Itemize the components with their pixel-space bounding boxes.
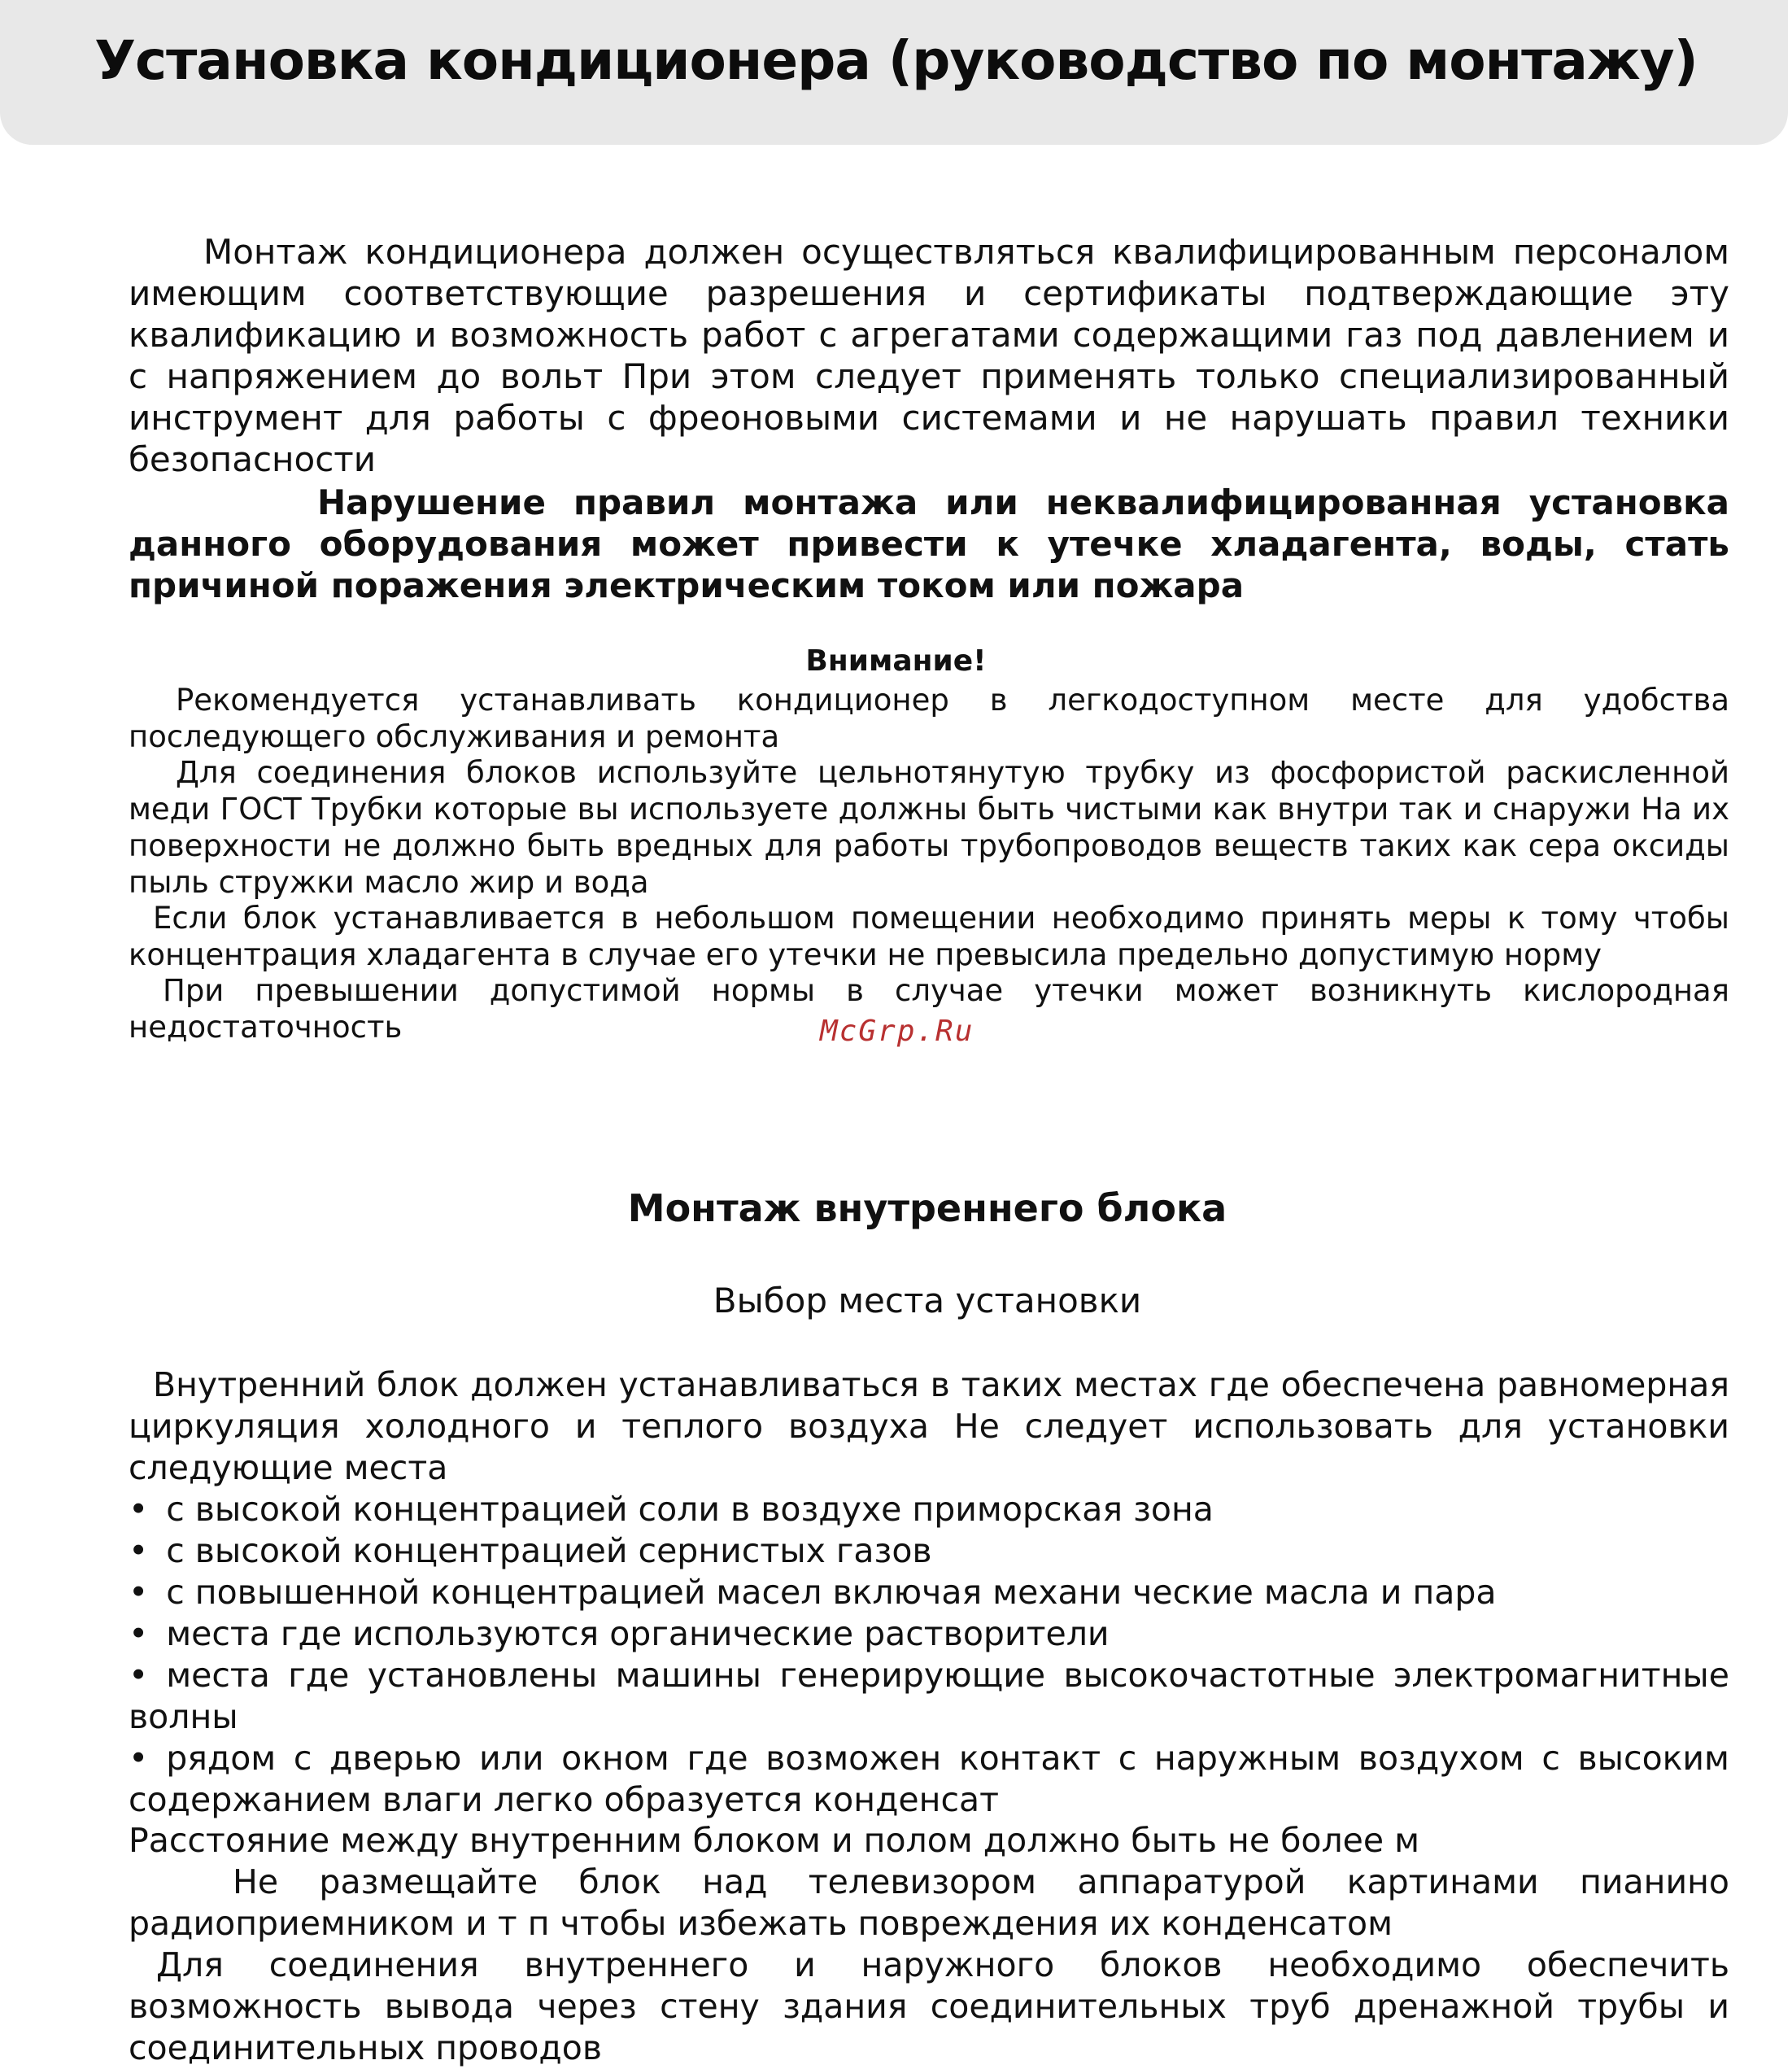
- list-item-text: рядом с дверью или окном где возможен контакт с наружным воздухом с высоким содержанием влаги легко образуется конденсат: [129, 1739, 1729, 1819]
- attention-heading: Внимание!: [805, 644, 987, 678]
- attention-item-access: Рекомендуется устанавливать кондиционер в легкодоступном месте для удобства последующего обслуживания и ремонта: [129, 683, 1729, 754]
- list-item: [129, 1613, 1729, 1655]
- distance-note: Расстояние между внутренним блоком и полом должно быть не более м: [129, 1821, 1420, 1860]
- bullet-icon: •: [129, 1614, 149, 1653]
- list-item: [129, 1489, 1729, 1530]
- tv-note: Не размещайте блок над телевизором аппаратурой картинами пианино радиоприемником и т п чтобы избежать повреждения их конденсатом: [129, 1862, 1729, 1943]
- intro-paragraph: Монтаж кондиционера должен осуществляться квалифицированным персоналом имеющим соответствующие разрешения и сертификаты подтверждающие эту квалификацию и возможность работ с агрегатами содержащими газ под давлением и с напряжением до вольт При этом следует применять только специализированный инструмент для работы с фреоновыми системами и не нарушать правил техники безопасности: [129, 232, 1729, 479]
- list-item: [129, 1572, 1729, 1613]
- list-item-text: места где установлены машины генерирующие высокочастотные электромагнитные волны: [129, 1656, 1729, 1736]
- attention-item-oxygen: При превышении допустимой нормы в случае утечки может возникнуть кислородная недостаточность: [129, 973, 1729, 1045]
- page-title: Установка кондиционера (руководство по монтажу): [94, 29, 1698, 92]
- indoor-intro-paragraph: Внутренний блок должен устанавливаться в таких местах где обеспечена равномерная циркуляция холодного и теплого воздуха Не следует использовать для установки следующие места: [129, 1365, 1729, 1487]
- section-title: Монтаж внутреннего блока: [627, 1186, 1227, 1230]
- bullet-icon: •: [129, 1656, 149, 1695]
- list-item-text: с высокой концентрацией соли в воздухе приморская зона: [166, 1490, 1214, 1529]
- list-item: [129, 1530, 1729, 1572]
- bullet-icon: •: [129, 1490, 149, 1529]
- bullet-icon: •: [129, 1573, 149, 1612]
- unsuitable-places-list: [129, 1489, 1729, 1821]
- list-item-text: с высокой концентрацией сернистых газов: [166, 1531, 932, 1570]
- list-item: [129, 1655, 1729, 1738]
- connection-note: Для соединения внутреннего и наружного блоков необходимо обеспечить возможность вывода через стену здания соединительных труб дренажной трубы и соединительных проводов: [129, 1945, 1729, 2067]
- attention-item-small-room: Если блок устанавливается в небольшом помещении необходимо принять меры к тому чтобы концентрация хладагента в случае его утечки не превысила предельно допустимую норму: [129, 901, 1729, 972]
- attention-item-pipes: Для соединения блоков используйте цельнотянутую трубку из фосфористой раскисленной меди ГОСТ Трубки которые вы используете должны быть чистыми как внутри так и снаружи На их поверхности не должно быть вредных для работы трубопроводов веществ таких как сера оксиды пыль стружки масло жир и вода: [129, 755, 1729, 900]
- list-item-text: места где используются органические растворители: [166, 1614, 1110, 1653]
- list-item: [129, 1738, 1729, 1821]
- subsection-title: Выбор места установки: [713, 1281, 1142, 1320]
- bullet-icon: •: [129, 1739, 149, 1778]
- warning-paragraph: Нарушение правил монтажа или неквалифицированная установка данного оборудования может привести к утечке хладагента, воды, стать причиной поражения электрическим током или пожара: [129, 482, 1729, 605]
- bullet-icon: •: [129, 1531, 149, 1570]
- list-item-text: с повышенной концентрацией масел включая механи ческие масла и пара: [166, 1573, 1497, 1612]
- watermark: McGrp.Ru: [820, 1015, 974, 1048]
